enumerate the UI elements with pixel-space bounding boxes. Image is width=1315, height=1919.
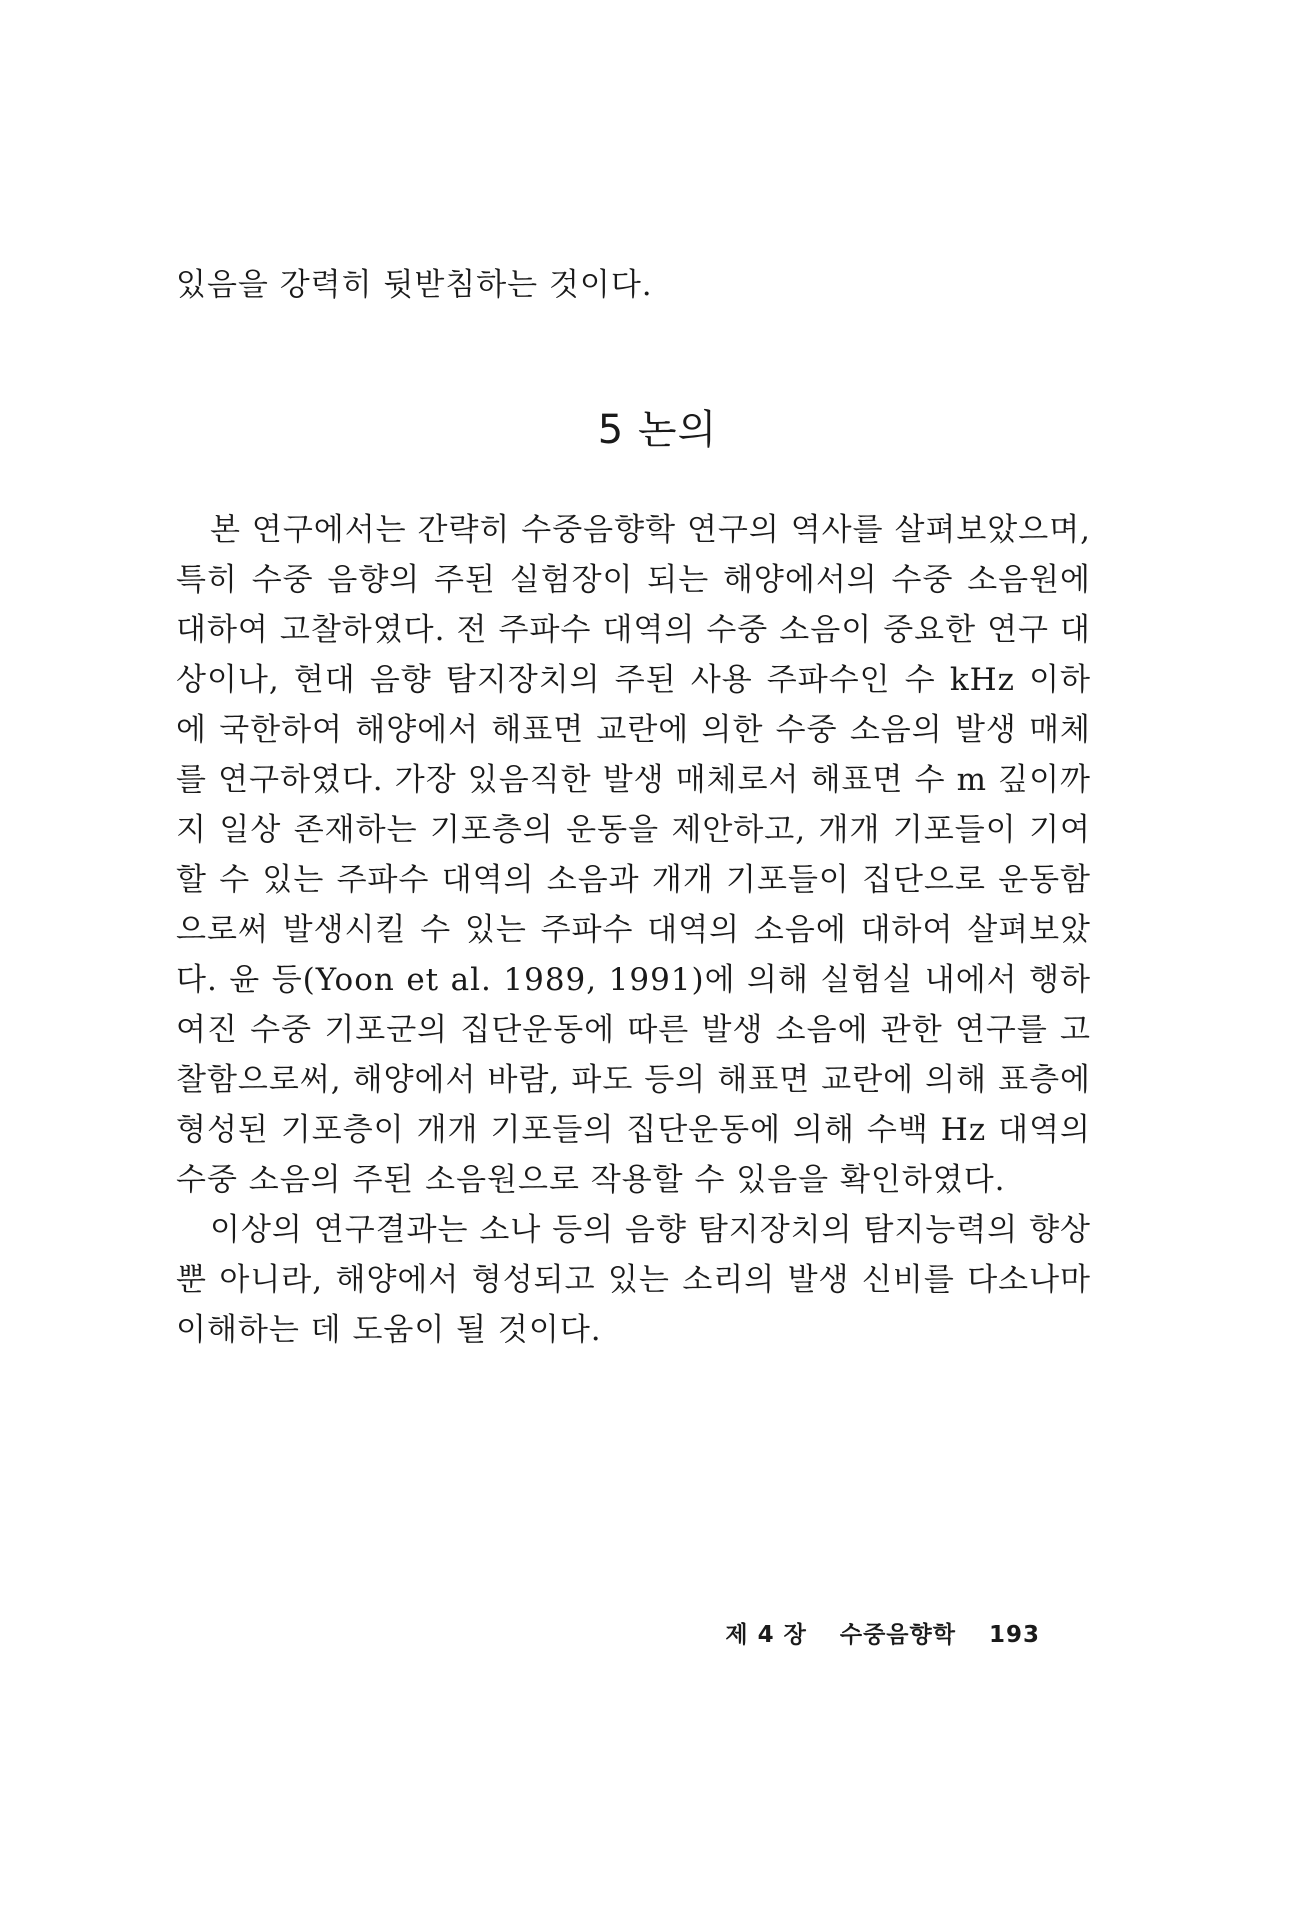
body-text	[176, 505, 1091, 1355]
footer-chapter: 제 4 장	[725, 1622, 807, 1648]
paragraph-2: 이상의 연구결과는 소나 등의 음향 탐지장치의 탐지능력의 향상뿐 아니라, 해양에서 형성되고 있는 소리의 발생 신비를 다소나마 이해하는 데 도움이 될 것이다.	[176, 1212, 1091, 1348]
running-footer	[0, 1620, 1040, 1650]
section-heading: 5 논의	[597, 407, 718, 453]
footer-chapter-title: 수중음향학	[839, 1622, 956, 1648]
page-number: 193	[988, 1622, 1040, 1648]
lead-line: 있음을 강력히 뒷받침하는 것이다.	[176, 267, 653, 303]
paragraph-1: 본 연구에서는 간략히 수중음향학 연구의 역사를 살펴보았으며, 특히 수중 음향의 주된 실험장이 되는 해양에서의 수중 소음원에 대하여 고찰하였다. 전 주파수 대역의 수중 소음이 중요한 연구 대상이나, 현대 음향 탐지장치의 주된 사용 주파수인 수 kHz 이하에 국한하여 해양에서 해표면 교란에 의한 수중 소음의 발생 매체를 연구하였다. 가장 있음직한 발생 매체로서 해표면 수 m 깊이까지 일상 존재하는 기포층의 운동을 제안하고, 개개 기포들이 기여할 수 있는 주파수 대역의 소음과 개개 기포들이 집단으로 운동함으로써 발생시킬 수 있는 주파수 대역의 소음에 대하여 살펴보았다. 윤 등(Yoon et al. 1989, 1991)에 의해 실험실 내에서 행하여진 수중 기포군의 집단운동에 따른 발생 소음에 관한 연구를 고찰함으로써, 해양에서 바람, 파도 등의 해표면 교란에 의해 표층에 형성된 기포층이 개개 기포들의 집단운동에 의해 수백 Hz 대역의 수중 소음의 주된 소음원으로 작용할 수 있음을 확인하였다.	[176, 512, 1091, 1198]
